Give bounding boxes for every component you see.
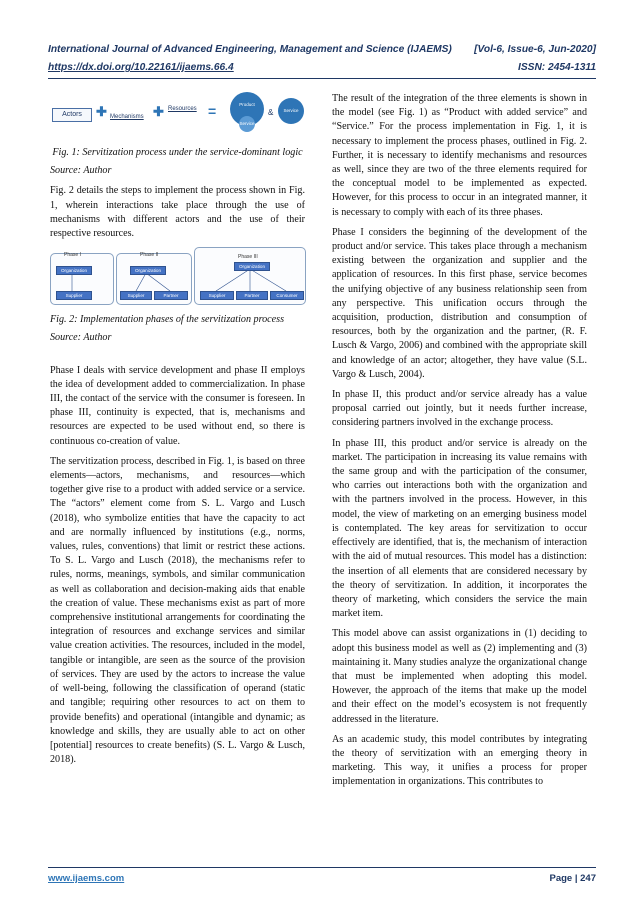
left-paragraph: Phase I deals with service development and phase II employs the idea of development added to commercialization. In phase III, the contact of the service with the consumer is foreseen. In phase III, continuity is expected, that is, mechanisms and resources are expected to be used without end, so there is continuous co-creation of value.: [50, 364, 305, 447]
phase-1-title: Phase I: [64, 252, 81, 259]
ampersand: &: [268, 108, 274, 117]
website-link[interactable]: www.ijaems.com: [48, 873, 125, 884]
header-rule: [48, 78, 596, 79]
phase-3-title: Phase III: [238, 254, 258, 261]
right-paragraph: In phase III, this product and/or service is already on the market. The participation in increasing its value remains with the same group and with the participation of the consumer, who carries out interactions both with the organization and with the partners involved in the process. However, in this model, the view of marketing on an emerging business model is contemplated. The key areas for servitization to occur effectively are identified, that is, the mechanism of interaction with the aid of mutual resources. This model has a distinction: the insertion of all elements that are considered necessary by the theory of servitization. In addition, it incorporates the theory of marketing, which considers the service the main market item.: [332, 437, 587, 620]
service-inner-label: Service: [239, 121, 255, 127]
right-paragraph: The result of the integration of the three elements is shown in the model (see Fig. 1) as “Product with added service” and “Service.” For the process implementation in Fig. 1, it is necessary to implement the process phases, outlined in Fig. 2. Further, it is necessary to identify mechanisms and resources as well, since they are two of the three elements required for the conceptual model to be implemented as expected. However, for this process to occur in an integrated manner, it is necessary to comply with each of its three phases.: [332, 93, 587, 218]
phase-1-supplier: Supplier: [56, 291, 92, 300]
service-inner-circle: [239, 116, 255, 132]
doi-link[interactable]: https://dx.doi.org/10.22161/ijaems.66.4: [48, 62, 234, 73]
right-paragraph: In phase II, this product and/or service already has a value proposal carried out jointly, but it needs further increase, considering partners involved in the exchange process.: [332, 389, 587, 429]
product-label: Product: [239, 102, 255, 107]
right-column: [332, 92, 587, 796]
phase-3-supplier: Supplier: [200, 291, 234, 300]
figure-2-caption: Fig. 2: Implementation phases of the servitization process: [50, 314, 284, 326]
left-paragraph: The servitization process, described in Fig. 1, is based on three elements—actors, mechanisms, and resources—which together give rise to a product with added service or a service. The “actors” element come from S. L. Vargo and Lusch (2018), who symbolize entities that have the capacity to act and are normally influenced by institutions (e.g., norms, values, rules, conventions) that limit or restrict these actions. To S. L. Vargo and Lusch (2018), the mechanisms refer to rules, norms, meanings, symbols, and similar communication as well as collaboration and decision-making aids that enable the creation of value. These mechanisms exist as part of more comprehensive institutional arrangements for coordinating the integration of resources and exchange services and similar value creation activities. The resources, included in the model, tangible or intangible, are seen as the source of the provision of services. They are used by the actors to increase the value of well-being, following the classification of operand (static and tangible; requiring other resources to act on them to provide benefits) and operational (intangible and dynamic; as knowledge and skills, they are usually able to act on other [potential] resources to create benefits) (S. L. Vargo & Lusch, 2018).: [50, 455, 305, 766]
plus-icon: ✚: [153, 104, 164, 119]
phase-3-partner: Partner: [236, 291, 268, 300]
phase-3-organization: Organization: [234, 262, 270, 271]
footer-rule: [48, 867, 596, 868]
service-label: Service: [283, 108, 299, 113]
phase-2-supplier: Supplier: [120, 291, 152, 300]
plus-icon: ✚: [96, 104, 107, 119]
intro-paragraph: Fig. 2 details the steps to implement the process shown in Fig. 1, wherein interactions take place through the use of mechanisms with different actors and the use of their respective resources.: [50, 185, 305, 240]
volume-info: [Vol-6, Issue-6, Jun-2020]: [474, 44, 596, 55]
figure-2-source: Source: Author: [50, 332, 112, 344]
mechanisms-label: Mechanisms: [110, 114, 144, 120]
phase-2-title: Phase II: [140, 252, 159, 259]
page-number: Page | 247: [549, 873, 596, 884]
right-paragraph: Phase I considers the beginning of the development of the product and/or service. This takes place through a mechanism existing between the organization and supplier and the application of resources. In this first phase, service becomes the unifying objective of any business relationship seen from any perspective. This unification occurs through the acquisition, production, distribution and consumption of resources, both by the organization and the partner, (R. F. Lusch & Vargo, 2006) and combined with the appropriate skill and knowledge of an actor; altogether, they have value (S.L. Vargo & Lusch, 2004).: [332, 226, 587, 380]
service-circle: [278, 98, 304, 124]
product-circle: [230, 92, 264, 126]
phase-2-partner: Partner: [154, 291, 188, 300]
phase-3-consumer: Consumer: [270, 291, 304, 300]
right-paragraph: As an academic study, this model contributes by integrating the theory of servitization with an emerging theory in marketing. This way, it unifies a process for proper implementation in organizations. This contributes to: [332, 733, 587, 788]
phase-2-organization: Organization: [130, 266, 166, 275]
figure-1-caption: Fig. 1: Servitization process under the service-dominant logic: [52, 147, 303, 158]
figure-2: [50, 247, 305, 307]
left-column: [50, 92, 305, 773]
journal-title: International Journal of Advanced Engineering, Management and Science (IJAEMS): [48, 44, 452, 55]
phase-1-organization: Organization: [56, 266, 92, 275]
resources-label: Resources: [168, 106, 197, 112]
issn-info: ISSN: 2454-1311: [518, 62, 596, 73]
right-paragraph: This model above can assist organizations in (1) deciding to adopt this business model as well as (2) implementing and (3) maintaining it. Many studies analyze the organizational change that must be implemented when adopting this model. However, the approach of the items that make up the model and their effect on the model’s ecosystem is not frequently addressed in the literature.: [332, 628, 587, 725]
figure-1: [50, 92, 300, 140]
equals-icon: =: [208, 103, 217, 119]
figure-1-source: Source: Author: [50, 165, 112, 177]
actors-box: Actors: [52, 108, 92, 122]
